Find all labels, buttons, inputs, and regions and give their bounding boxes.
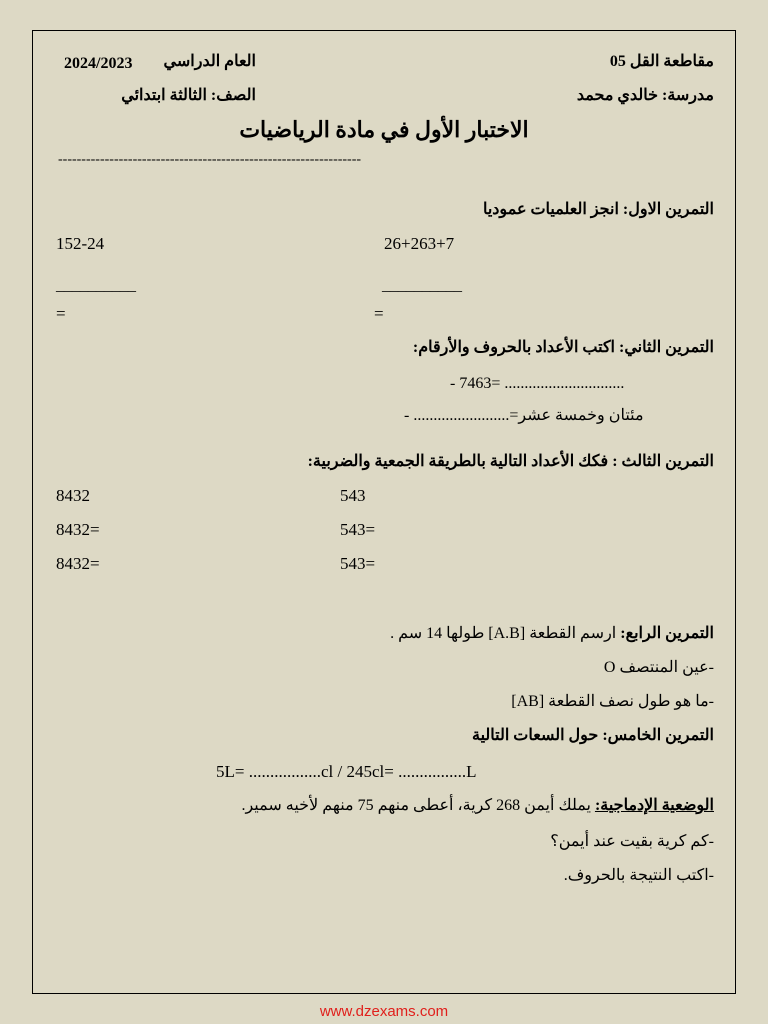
integration-heading: الوضعية الإدماجية: — [594, 797, 714, 814]
ex4-heading: التمرين الرابع: — [620, 625, 714, 642]
ex5-heading: التمرين الخامس: حول السعات التالية — [471, 727, 714, 744]
title-separator: ----------------------------------------------------------------- — [58, 152, 362, 167]
ex1-heading-label: التمرين الاول: — [622, 201, 714, 218]
ex1-op-right: 26+263+7 — [384, 234, 455, 253]
ex1-line-right: __________ — [382, 277, 462, 294]
ex1-line-left: __________ — [56, 277, 136, 294]
ex2-item2: - ........................=مئتان وخمسة عشر — [404, 407, 644, 424]
ex2-heading: التمرين الثاني: اكتب الأعداد بالحروف والأرقام: — [412, 339, 714, 356]
page-title: الاختبار الأول في مادة الرياضيات — [239, 117, 529, 142]
year-label: العام الدراسي — [163, 53, 256, 70]
integration-line — [241, 796, 714, 816]
ex1-equals-right: = — [374, 304, 384, 323]
ex5-conversions: 5L= .................cl / 245cl= ................L — [216, 762, 477, 781]
district-label: مقاطعة القل 05 — [609, 53, 714, 70]
ex3-left-number: 8432 — [56, 486, 90, 505]
integration-q1: -كم كرية بقيت عند أيمن؟ — [550, 833, 714, 850]
grade-label: الصف: الثالثة ابتدائي — [121, 87, 256, 104]
ex1-op-left: 152-24 — [56, 234, 105, 253]
integration-text: يملك أيمن 268 كرية، أعطى منهم 75 منهم لأخيه سمير. — [241, 797, 591, 814]
ex3-left-eq-2: 8432= — [56, 554, 100, 573]
ex3-left-eq-1: 8432= — [56, 520, 100, 539]
ex3-right-number: 543 — [340, 486, 366, 505]
ex4-text: ارسم القطعة [A.B] طولها 14 سم . — [390, 625, 617, 642]
ex1-equals-left: = — [56, 304, 66, 323]
year-value: 2024/2023 — [64, 55, 133, 72]
ex2-item1: - 7463= .............................. — [450, 375, 625, 392]
ex4-item2: -ما هو طول نصف القطعة [AB] — [511, 693, 714, 710]
school-label: مدرسة: خالدي محمد — [576, 87, 714, 104]
ex1-heading — [483, 200, 714, 220]
ex3-right-eq-1: 543= — [340, 520, 376, 539]
integration-q2: -اكتب النتيجة بالحروف. — [563, 867, 714, 884]
footer-site: www.dzexams.com — [319, 1003, 449, 1020]
ex1-instruction: انجز العلميات عموديا — [482, 201, 619, 218]
ex4-line — [390, 624, 714, 644]
ex4-item1: -عين المنتصف O — [603, 659, 714, 676]
ex3-right-eq-2: 543= — [340, 554, 376, 573]
ex3-heading: التمرين الثالث : فكك الأعداد التالية بالطريقة الجمعية والضربية: — [307, 453, 714, 470]
